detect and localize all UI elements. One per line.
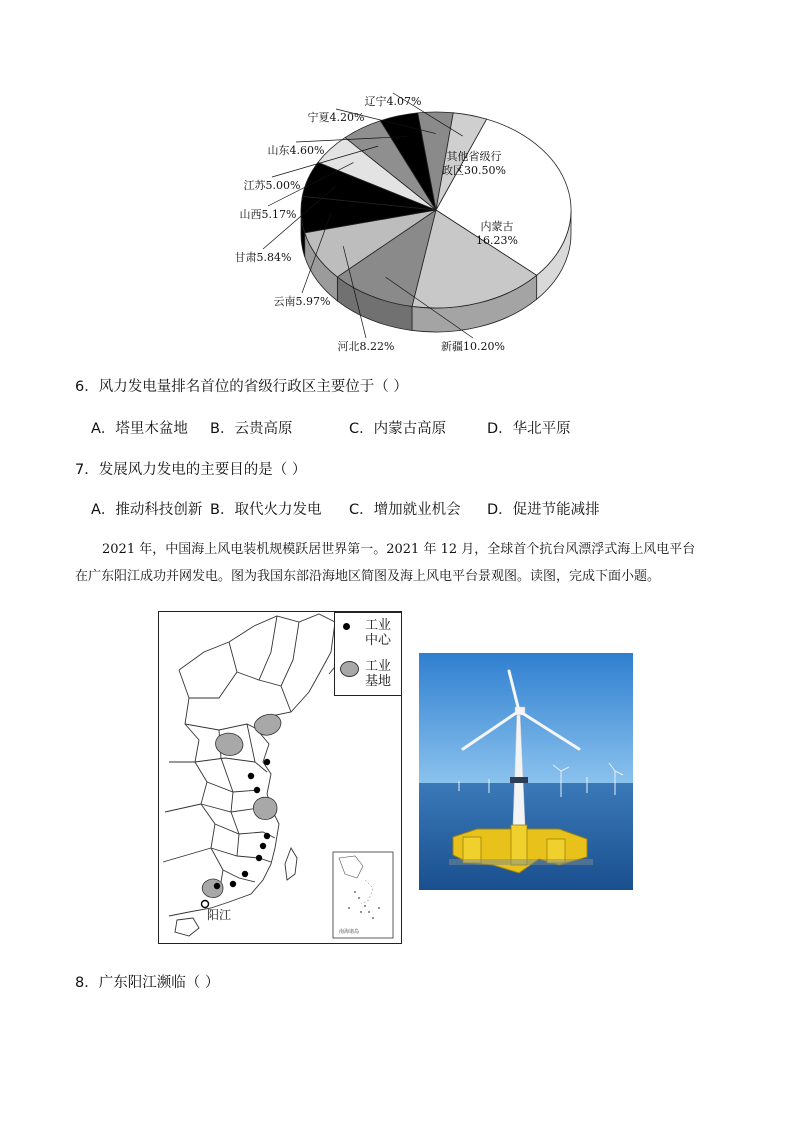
pie-label-河北: 河北8.22% <box>337 340 395 353</box>
south-china-sea-inset <box>333 852 393 938</box>
pie-label-甘肃: 甘肃5.84% <box>234 251 292 264</box>
base-huning <box>253 797 277 819</box>
center-dot <box>260 843 266 849</box>
industrial-center-legend-icon <box>343 623 350 630</box>
pie-label-云南: 云南5.97% <box>273 295 331 308</box>
q7-option-c[interactable]: C．增加就业机会 <box>349 502 461 518</box>
pie-label-山东: 山东4.60% <box>267 144 325 157</box>
wind-turbine-illustration <box>419 653 633 890</box>
pie-label-宁夏: 宁夏4.20% <box>307 111 365 124</box>
pie-label-内蒙古: 16.23% <box>476 234 518 247</box>
center-dot <box>264 833 270 839</box>
center-dot <box>254 787 260 793</box>
pie-label-新疆: 新疆10.20% <box>441 340 505 353</box>
q6-option-b[interactable]: B．云贵高原 <box>210 421 293 437</box>
pie-slices <box>301 112 571 308</box>
base-liaozhong <box>254 714 281 735</box>
question-8-stem: 8．广东阳江濒临（ ） <box>75 975 220 991</box>
inset-label: 南海诸岛 <box>339 929 360 935</box>
q7-option-d[interactable]: D．促进节能减排 <box>487 502 600 518</box>
pie-label-山西: 山西5.17% <box>239 208 297 221</box>
passage-line-1: 2021 年，中国海上风电装机规模跃居世界第一。2021 年 12 月，全球首个抗台风漂浮式海上风电平台 <box>102 542 696 557</box>
pie-label-江苏: 江苏5.00% <box>243 179 301 192</box>
q6-option-c[interactable]: C．内蒙古高原 <box>349 421 447 437</box>
industrial-center-markers <box>214 759 270 889</box>
pie-label-内蒙古: 内蒙古 <box>480 220 514 233</box>
wind-power-pie-chart <box>230 88 590 360</box>
legend-industrial-center: 工业 中心 <box>365 618 392 648</box>
offshore-wind-platform-photo <box>419 653 633 890</box>
industrial-base-legend-icon <box>340 661 359 677</box>
industrial-base-markers <box>202 714 281 897</box>
question-7-stem: 7．发展风力发电的主要目的是（ ） <box>75 462 307 478</box>
center-dot <box>264 759 270 765</box>
legend-industrial-base: 工业 基地 <box>365 659 392 689</box>
east-coast-map <box>158 611 402 944</box>
q7-option-b[interactable]: B．取代火力发电 <box>210 502 322 518</box>
center-dot <box>230 881 236 887</box>
pie-label-其他省级行政区: 其他省级行 <box>446 150 502 163</box>
map-legend <box>334 612 402 696</box>
center-dot <box>256 855 262 861</box>
base-jingjinji <box>216 733 243 755</box>
pie-label-辽宁: 辽宁4.07% <box>364 95 422 108</box>
q6-option-d[interactable]: D．华北平原 <box>487 421 571 437</box>
center-dot <box>214 883 220 889</box>
q7-option-a[interactable]: A．推动科技创新 <box>91 502 203 518</box>
center-dot <box>248 773 254 779</box>
base-pearl-river <box>202 879 223 897</box>
yangjiang-label: 阳江 <box>207 908 232 922</box>
q6-option-a[interactable]: A．塔里木盆地 <box>91 421 188 437</box>
pie-label-其他省级行政区: 政区30.50% <box>442 164 506 177</box>
question-6-stem: 6．风力发电量排名首位的省级行政区主要位于（ ） <box>75 379 408 395</box>
passage-line-2: 在广东阳江成功并网发电。图为我国东部沿海地区简图及海上风电平台景观图。读图，完成下面小题。 <box>75 569 661 584</box>
center-dot <box>242 871 248 877</box>
